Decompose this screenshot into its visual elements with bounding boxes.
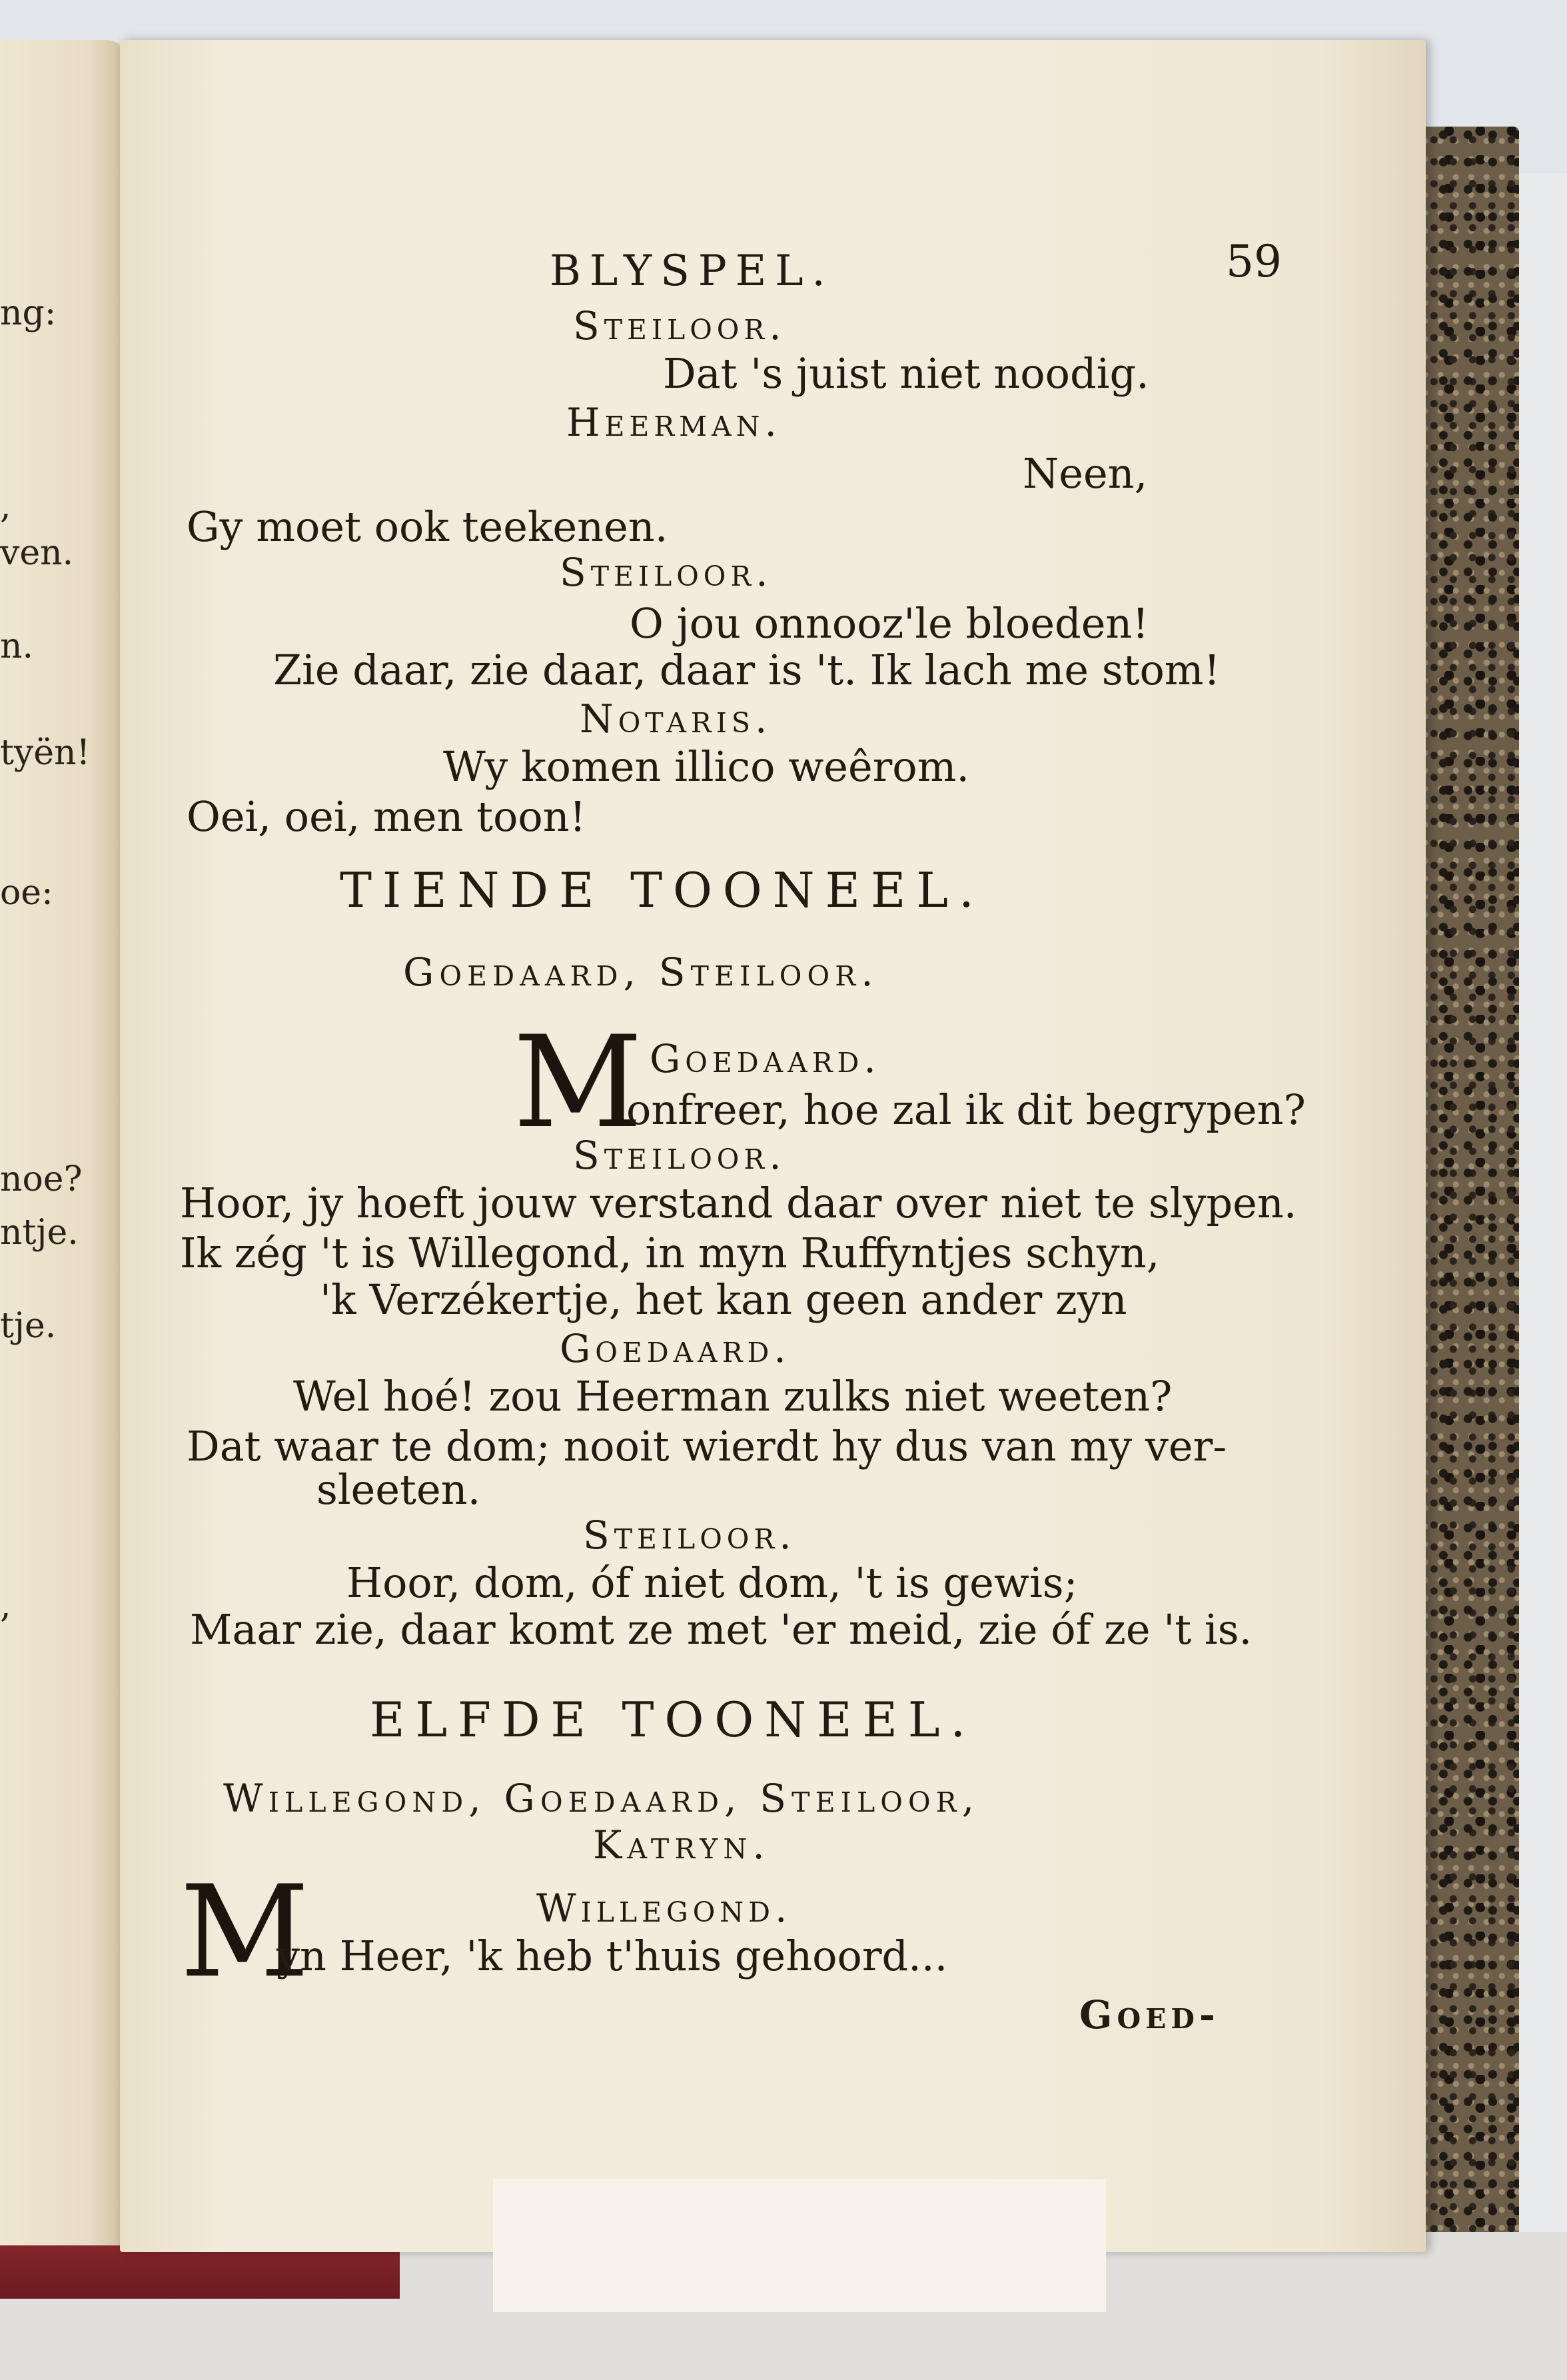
catchword: Goed- xyxy=(1079,1992,1220,2038)
facing-fragment: , xyxy=(0,486,11,526)
paper-label xyxy=(493,2179,1106,2312)
speaker-name: Steiloor. xyxy=(573,1133,786,1178)
speaker-name: Steiloor. xyxy=(583,1512,796,1558)
verse-line: Wy komen illico weêrom. xyxy=(443,742,970,791)
verse-line: Ik zég 't is Willegond, in myn Ruffyntjes schyn, xyxy=(180,1229,1160,1277)
dramatis-personae: Katryn. xyxy=(593,1822,770,1868)
facing-fragment: tyën! xyxy=(0,733,91,773)
book-page xyxy=(120,40,1426,2252)
speaker-name: Goedaard. xyxy=(560,1326,791,1371)
speaker-name: Heerman. xyxy=(566,400,782,445)
speaker-name: Notaris. xyxy=(580,696,772,742)
verse-line: Zie daar, zie daar, daar is 't. Ik lach me stom! xyxy=(273,646,1221,694)
speaker-name: Steiloor. xyxy=(573,303,786,348)
facing-fragment: ven. xyxy=(0,533,74,573)
dramatis-personae: Goedaard, Steiloor. xyxy=(403,949,879,995)
facing-fragment: n. xyxy=(0,626,34,666)
page-number: 59 xyxy=(1226,236,1282,287)
running-title: BLYSPEL. xyxy=(550,247,834,296)
facing-fragment: , xyxy=(0,1586,11,1626)
speaker-name: Willegond. xyxy=(536,1886,792,1931)
verse-line: onfreer, hoe zal ik dit begrypen? xyxy=(626,1085,1306,1134)
facing-page xyxy=(0,40,127,2245)
verse-line: Wel hoé! zou Heerman zulks niet weeten? xyxy=(293,1372,1173,1421)
verse-line: Dat waar te dom; nooit wierdt hy dus van my ver- xyxy=(187,1422,1227,1471)
speaker-name: Goedaard. xyxy=(650,1036,881,1081)
facing-fragment: ng: xyxy=(0,293,57,333)
verse-line: Hoor, dom, óf niet dom, 't is gewis; xyxy=(346,1558,1078,1607)
verse-line: Neen, xyxy=(1023,449,1148,498)
scene-heading: TIENDE TOONEEL. xyxy=(340,862,985,918)
verse-line: Oei, oei, men toon! xyxy=(187,792,586,841)
drop-capital: M xyxy=(513,1009,643,1156)
facing-fragment: oe: xyxy=(0,873,53,913)
verse-line: yn Heer, 'k heb t'huis gehoord... xyxy=(276,1932,948,1980)
facing-fragment: tje. xyxy=(0,1306,57,1346)
verse-line: Hoor, jy hoeft jouw verstand daar over niet te slypen. xyxy=(180,1179,1297,1227)
verse-line: Gy moet ook teekenen. xyxy=(187,502,668,551)
verse-line: 'k Verzékertje, het kan geen ander zyn xyxy=(320,1275,1127,1324)
speaker-name: Steiloor. xyxy=(560,550,773,595)
drop-capital: M xyxy=(180,1858,310,2006)
scene-heading: ELFDE TOONEEL. xyxy=(370,1692,977,1748)
verse-line: Maar zie, daar komt ze met 'er meid, zie óf ze 't is. xyxy=(190,1605,1253,1654)
verse-line: sleeten. xyxy=(316,1465,481,1514)
facing-fragment: noe? xyxy=(0,1159,83,1199)
verse-line: O jou onnooz'le bloeden! xyxy=(630,599,1149,648)
verse-line: Dat 's juist niet noodig. xyxy=(663,349,1149,398)
facing-fragment: ntje. xyxy=(0,1213,79,1253)
dramatis-personae: Willegond, Goedaard, Steiloor, xyxy=(223,1776,980,1821)
